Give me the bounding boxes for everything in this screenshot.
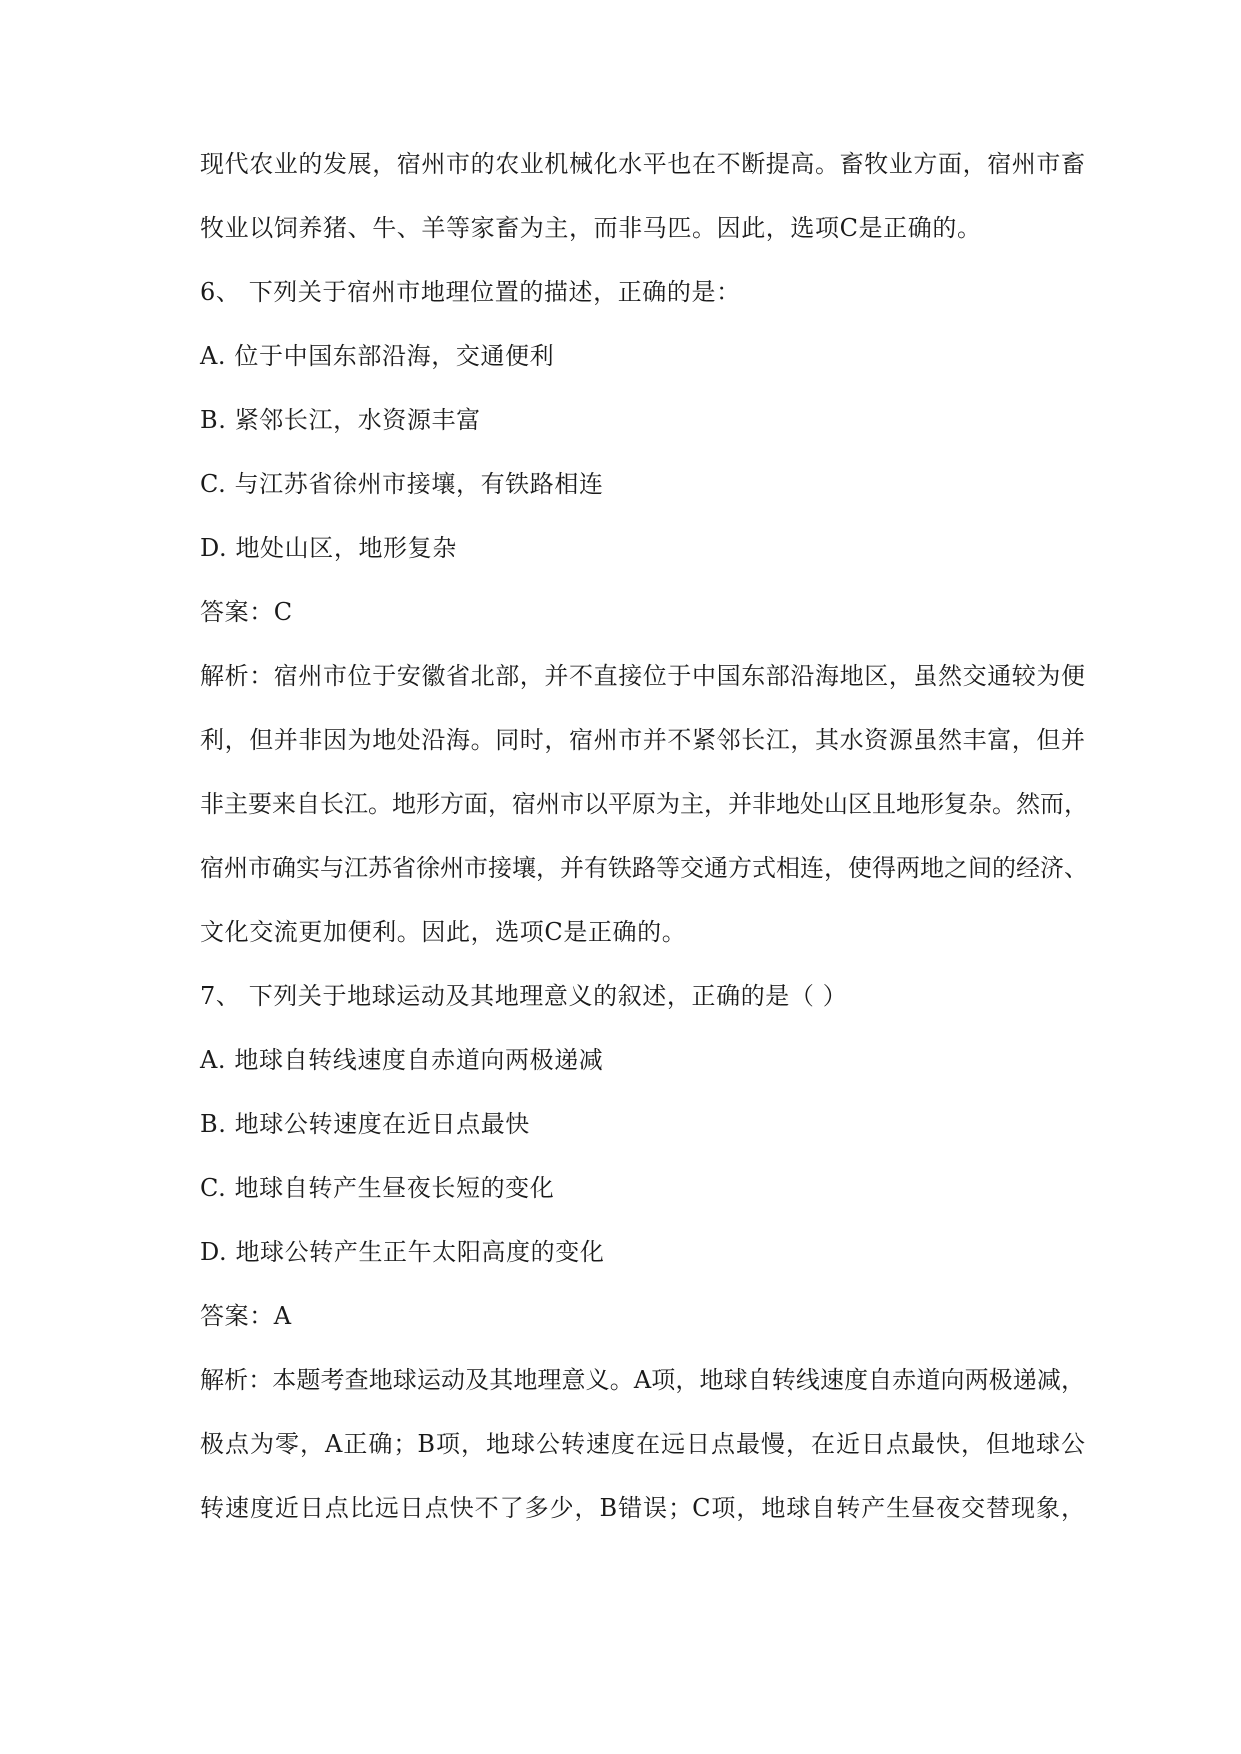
q6-analysis-line-1: 解析：宿州市位于安徽省北部，并不直接位于中国东部沿海地区，虽然交通较为便 [200,662,1085,690]
continuation-line-2: 牧业以饲养猪、牛、羊等家畜为主，而非马匹。因此，选项C是正确的。 [200,214,982,242]
q6-analysis-line-5: 文化交流更加便利。因此，选项C是正确的。 [200,918,687,946]
question-6: 6、 下列关于宿州市地理位置的描述，正确的是： [200,278,741,306]
q6-analysis-line-2: 利，但并非因为地处沿海。同时，宿州市并不紧邻长江，其水资源虽然丰富，但并 [200,726,1085,754]
q6-analysis-line-3: 非主要来自长江。地形方面，宿州市以平原为主，并非地处山区且地形复杂。然而， [200,790,1088,818]
question-7: 7、 下列关于地球运动及其地理意义的叙述，正确的是（ ） [200,982,848,1010]
q6-answer: 答案：C [200,598,293,626]
q6-analysis-line-4: 宿州市确实与江苏省徐州市接壤，并有铁路等交通方式相连，使得两地之间的经济、 [200,854,1088,882]
q7-analysis-line-2: 极点为零，A正确；B项，地球公转速度在远日点最慢，在近日点最快，但地球公 [200,1430,1085,1458]
q6-option-d: D. 地处山区，地形复杂 [200,534,457,562]
q6-option-b: B. 紧邻长江，水资源丰富 [200,406,481,434]
q7-analysis-line-3: 转速度近日点比远日点快不了多少，B错误；C项，地球自转产生昼夜交替现象， [200,1494,1085,1522]
q7-option-a: A. 地球自转线速度自赤道向两极递减 [200,1046,604,1074]
q6-option-c: C. 与江苏省徐州市接壤，有铁路相连 [200,470,604,498]
q6-option-a: A. 位于中国东部沿海，交通便利 [200,342,555,370]
q7-option-d: D. 地球公转产生正午太阳高度的变化 [200,1238,605,1266]
q7-answer: 答案：A [200,1302,292,1330]
q7-analysis-line-1: 解析：本题考查地球运动及其地理意义。A项，地球自转线速度自赤道向两极递减， [200,1366,1085,1394]
q7-option-b: B. 地球公转速度在近日点最快 [200,1110,530,1138]
continuation-line-1: 现代农业的发展，宿州市的农业机械化水平也在不断提高。畜牧业方面，宿州市畜 [200,150,1085,178]
q7-option-c: C. 地球自转产生昼夜长短的变化 [200,1174,555,1202]
